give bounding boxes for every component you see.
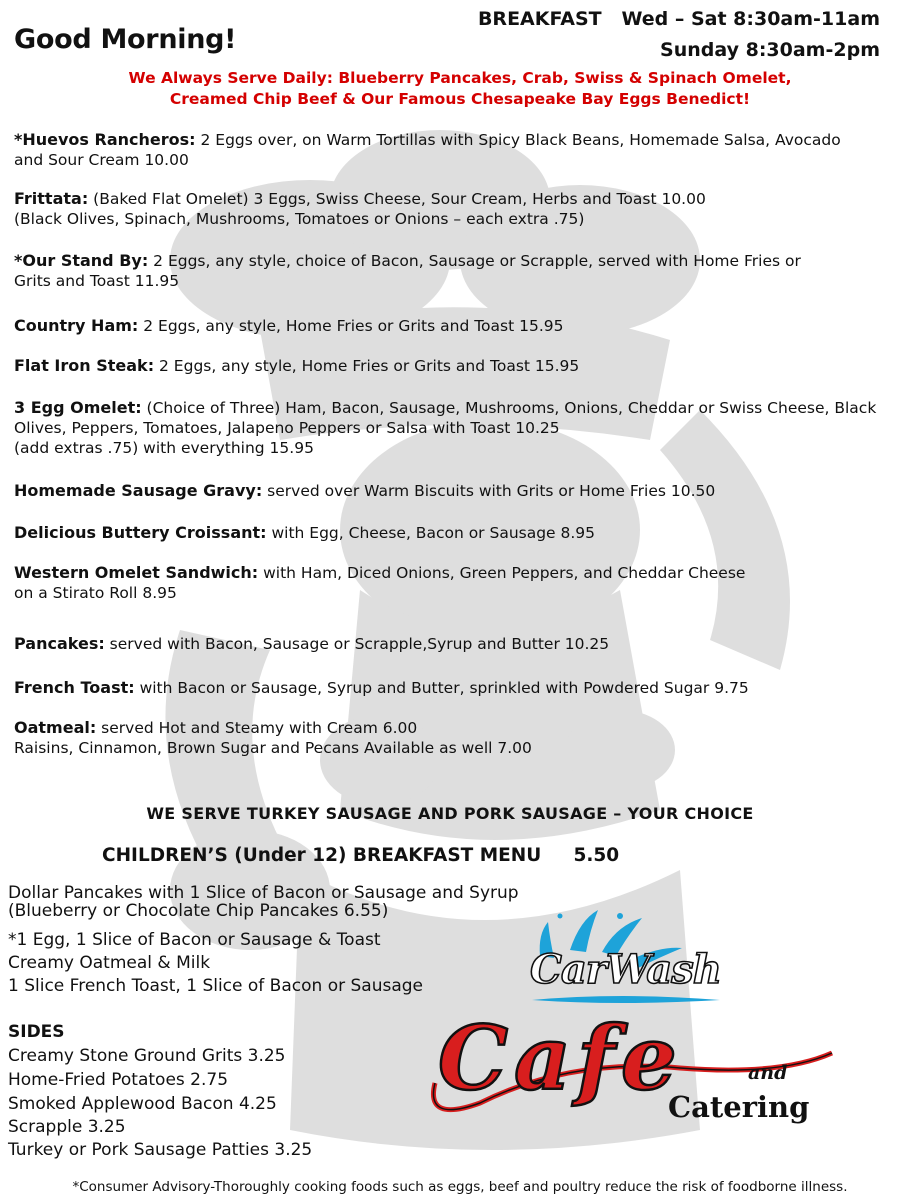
kids-menu-item: Creamy Oatmeal & Milk xyxy=(8,953,211,973)
menu-item-frittata xyxy=(14,189,894,229)
menu-item-description: (Baked Flat Omelet) 3 Eggs, Swiss Cheese, Sour Cream, Herbs and Toast 10.00 xyxy=(88,190,706,208)
daily-specials-line: We Always Serve Daily: Blueberry Pancakes, Crab, Swiss & Spinach Omelet, xyxy=(128,69,792,87)
menu-item-description: (Black Olives, Spinach, Mushrooms, Tomatoes or Onions – each extra .75) xyxy=(14,210,585,228)
logo-cafe-text: Cafe xyxy=(438,1006,683,1110)
menu-item-description: (add extras .75) with everything 15.95 xyxy=(14,439,314,457)
menu-item-name: Oatmeal: xyxy=(14,718,97,737)
sides-heading: SIDES xyxy=(8,1022,65,1042)
menu-item-oatmeal xyxy=(14,718,894,758)
menu-item-description: with Bacon or Sausage, Syrup and Butter, sprinkled with Powdered Sugar 9.75 xyxy=(134,679,749,697)
menu-item-name: *Huevos Rancheros: xyxy=(14,130,196,149)
menu-item-name: 3 Egg Omelet: xyxy=(14,398,142,417)
menu-item-name: Western Omelet Sandwich: xyxy=(14,563,259,582)
kids-menu-item: 1 Slice French Toast, 1 Slice of Bacon or Sausage xyxy=(8,976,423,996)
menu-item-croissant xyxy=(14,523,894,543)
side-item: Creamy Stone Ground Grits 3.25 xyxy=(8,1046,286,1066)
menu-item-description: 2 Eggs, any style, Home Fries or Grits and Toast 15.95 xyxy=(138,317,564,335)
consumer-advisory: *Consumer Advisory-Thoroughly cooking foods such as eggs, beef and poultry reduce the risk of foodborne illness. xyxy=(72,1179,848,1195)
kids-menu-item: Dollar Pancakes with 1 Slice of Bacon or Sausage and Syrup xyxy=(8,883,519,903)
breakfast-hours-sunday: Sunday 8:30am-2pm xyxy=(660,39,880,61)
daily-specials-line: Creamed Chip Beef & Our Famous Chesapeake Bay Eggs Benedict! xyxy=(169,90,751,108)
menu-item-name: Pancakes: xyxy=(14,634,105,653)
menu-item-description: and Sour Cream 10.00 xyxy=(14,151,189,169)
menu-item-description: served with Bacon, Sausage or Scrapple,Syrup and Butter 10.25 xyxy=(104,635,610,653)
logo-catering-text: Catering xyxy=(668,1090,810,1124)
menu-item-description: Olives, Peppers, Tomatoes, Jalapeno Peppers or Salsa with Toast 10.25 xyxy=(14,419,560,437)
kids-menu-item: *1 Egg, 1 Slice of Bacon or Sausage & Toast xyxy=(8,930,381,950)
menu-item-name: *Our Stand By: xyxy=(14,251,149,270)
menu-item-name: Flat Iron Steak: xyxy=(14,356,155,375)
menu-item-our-stand-by xyxy=(14,251,894,291)
menu-item-description: 2 Eggs over, on Warm Tortillas with Spicy Black Beans, Homemade Salsa, Avocado xyxy=(195,131,841,149)
menu-item-description: Raisins, Cinnamon, Brown Sugar and Pecans Available as well 7.00 xyxy=(14,739,532,757)
carwash-cafe-logo xyxy=(420,908,840,1133)
menu-item-country-ham xyxy=(14,316,894,336)
menu-item-description: 2 Eggs, any style, Home Fries or Grits and Toast 15.95 xyxy=(154,357,580,375)
kids-menu-item: (Blueberry or Chocolate Chip Pancakes 6.55) xyxy=(8,901,389,921)
side-item: Home-Fried Potatoes 2.75 xyxy=(8,1070,229,1090)
menu-item-description: on a Stirato Roll 8.95 xyxy=(14,584,177,602)
side-item: Scrapple 3.25 xyxy=(8,1117,126,1137)
menu-item-name: Homemade Sausage Gravy: xyxy=(14,481,263,500)
greeting-heading: Good Morning! xyxy=(14,24,237,55)
menu-item-description: served over Warm Biscuits with Grits or Home Fries 10.50 xyxy=(262,482,716,500)
childrens-menu-title: CHILDREN’S (Under 12) BREAKFAST MENU 5.50 xyxy=(102,845,620,866)
menu-item-description: with Egg, Cheese, Bacon or Sausage 8.95 xyxy=(266,524,596,542)
menu-item-description: Grits and Toast 11.95 xyxy=(14,272,180,290)
menu-item-description: served Hot and Steamy with Cream 6.00 xyxy=(96,719,418,737)
sausage-choice-note: WE SERVE TURKEY SAUSAGE AND PORK SAUSAGE – YOUR CHOICE xyxy=(146,804,754,823)
menu-item-pancakes xyxy=(14,634,894,654)
logo-carwash-text: CarWash xyxy=(530,946,721,993)
breakfast-hours-weekday: BREAKFAST Wed – Sat 8:30am-11am xyxy=(477,8,880,30)
menu-item-flat-iron-steak xyxy=(14,356,894,376)
menu-item-3-egg-omelet xyxy=(14,398,894,458)
daily-specials-banner xyxy=(60,68,860,110)
logo-and-text: and xyxy=(748,1062,788,1084)
menu-item-sausage-gravy xyxy=(14,481,894,501)
side-item: Smoked Applewood Bacon 4.25 xyxy=(8,1094,277,1114)
menu-item-western-omelet-sandwich xyxy=(14,563,894,603)
menu-item-name: Delicious Buttery Croissant: xyxy=(14,523,267,542)
menu-item-name: Frittata: xyxy=(14,189,89,208)
menu-item-description: with Ham, Diced Onions, Green Peppers, and Cheddar Cheese xyxy=(258,564,746,582)
menu-item-name: Country Ham: xyxy=(14,316,139,335)
menu-item-description: (Choice of Three) Ham, Bacon, Sausage, Mushrooms, Onions, Cheddar or Swiss Cheese, Black xyxy=(141,399,877,417)
menu-item-description: 2 Eggs, any style, choice of Bacon, Sausage or Scrapple, served with Home Fries or xyxy=(148,252,801,270)
side-item: Turkey or Pork Sausage Patties 3.25 xyxy=(8,1140,313,1160)
menu-item-french-toast xyxy=(14,678,894,698)
menu-item-huevos-rancheros xyxy=(14,130,894,170)
menu-item-name: French Toast: xyxy=(14,678,135,697)
